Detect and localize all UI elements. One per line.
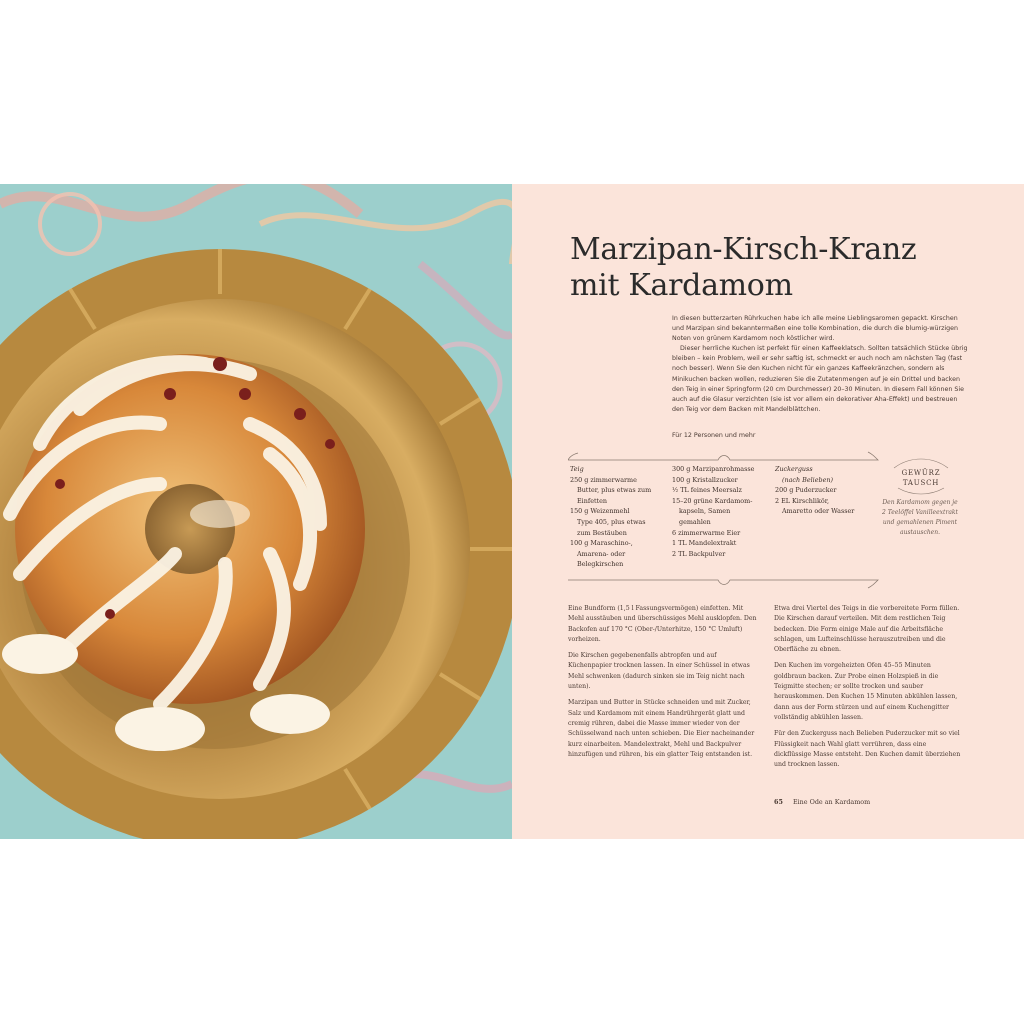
method-column-right (774, 604, 964, 776)
ingredient-line: 2 TL Backpulver (672, 549, 726, 558)
tip-badge (890, 458, 952, 496)
recipe-title (570, 232, 990, 304)
ingredient-line: ½ TL feines Meersalz (672, 486, 742, 495)
recipe-intro (672, 314, 970, 415)
intro-paragraph-2: Dieser herrliche Kuchen ist perfekt für einen Kaffeeklatsch. Sollten tatsächlich Stücke übrig bleiben – kein Problem, weil er sehr saftig ist, schmeckt er auch noch am nächsten Tag (fast noch besser). Wenn Sie den Kuchen nicht für ein ganzes Kaffeekränzchen, sondern als Minikuchen backen wollen, reduzieren Sie die Zutatenmengen auf je ein Drittel und backen den Teig in einer Springform (20 cm Durchmesser) 20–30 Minuten. In diesem Fall können Sie auch auf die Glasur verzichten (sie ist vor allem ein dekorativer Aha-Effekt) und bestreuen den Teig vor dem Backen mit Mandelblättchen. (672, 345, 968, 413)
ingredient-line: 6 zimmerwarme Eier (672, 528, 741, 537)
page-number: 65 (774, 798, 783, 806)
ingredient-line: 250 g zimmerwarme (570, 475, 637, 484)
ingredient-line: 300 g Marzipanrohmasse (672, 465, 755, 473)
ingredient-line: 1 TL Mandelextrakt (672, 539, 737, 548)
ingredient-heading-teig: Teig (570, 465, 584, 473)
ingredient-line: Einfetten (577, 496, 608, 505)
ingredient-line: 100 g Maraschino-, (570, 539, 633, 548)
tip-text: Den Kardamom gegen je 2 Teelöffel Vanilleextrakt und gemahlenen Piment austauschen. (882, 499, 958, 536)
method-step: Für den Zuckerguss nach Belieben Puderzucker mit so viel Flüssigkeit nach Wahl glatt verrühren, dass eine dickflüssige Masse entsteht. Den Kuchen damit überziehen und trocknen lassen. (774, 730, 961, 769)
ingredient-line: zum Bestäuben (577, 528, 627, 537)
method-step: Den Kuchen im vorgeheizten Ofen 45–55 Minuten goldbraun backen. Zur Probe einen Holzspieß in die Teigmitte stechen; er sollte trocken und sauber herauskommen. Den Kuchen 15 Minuten abkühlen lassen, dann aus der Form stürzen und auf einem Kuchengitter vollständig abkühlen lassen. (774, 662, 958, 721)
tip-badge-line-1: GEWÜRZ (901, 469, 941, 477)
ingredient-line: gemahlen (679, 517, 711, 526)
cake-illustration (0, 184, 512, 839)
ingredient-line: 100 g Kristallzucker (672, 475, 738, 484)
ingredients-column-3 (775, 464, 854, 517)
ingredient-line: kapseln, Samen (679, 507, 731, 516)
recipe-page (512, 184, 1024, 839)
method-column-left (568, 604, 758, 766)
intro-paragraph-1: In diesen butterzarten Rührkuchen habe ich alle meine Lieblingsaromen gepackt. Kirschen und Marzipan sind bekanntermaßen eine tolle Kombination, die durch die blumig-würzigen Noten von grünem Kardamom noch köstlicher wird. (672, 315, 959, 343)
ingredient-line: 15–20 grüne Kardamom- (672, 496, 753, 505)
cake-photo (0, 184, 512, 839)
servings-text: Für 12 Personen und mehr (672, 432, 756, 439)
ingredient-line: 2 EL Kirschlikör, (775, 496, 830, 505)
ingredient-line: Belegkirschen (577, 560, 624, 569)
ingredient-line: (nach Belieben) (782, 475, 833, 484)
ingredients-column-1 (570, 464, 651, 570)
page-footer (774, 798, 870, 806)
ingredient-line: 200 g Puderzucker (775, 486, 837, 495)
ingredient-line: Amaretto oder Wasser (782, 507, 855, 516)
book-spread (0, 184, 1024, 839)
ingredient-line: Butter, plus etwas zum (577, 486, 652, 495)
method-step: Die Kirschen gegebenenfalls abtropfen und auf Küchenpapier trocknen lassen. In einer Schüssel in etwas Mehl schwenken (dadurch sinken sie im Teig nicht nach unten). (568, 652, 750, 691)
method-step: Eine Bundform (1,5 l Fassungsvermögen) einfetten. Mit Mehl ausstäuben und überschüssiges Mehl ausklopfen. Den Backofen auf 170 °C (Ober-/Unterhitze, 150 °C Umluft) vorheizen. (568, 605, 757, 643)
title-line-2: mit Kardamom (570, 268, 793, 303)
ingredients-column-2 (672, 464, 754, 559)
ingredient-line: Amarena- oder (577, 549, 626, 558)
ingredient-line: 150 g Weizenmehl (570, 507, 630, 516)
method-step: Marzipan und Butter in Stücke schneiden und mit Zucker, Salz und Kardamom mit einem Handrührgerät glatt und cremig rühren, dabei die Masse immer wieder von der Schüsselwand nach unten schieben. Die Eier nacheinander kurz einarbeiten. Mandelextrakt, Mehl und Backpulver hinzufügen und rühren, bis ein glatter Teig entstanden ist. (568, 699, 755, 758)
title-line-1: Marzipan-Kirsch-Kranz (570, 232, 917, 267)
ingredient-heading-zuckerguss: Zuckerguss (775, 465, 813, 473)
tip-badge-line-2: TAUSCH (902, 479, 940, 487)
ingredient-line: Type 405, plus etwas (577, 517, 646, 526)
section-name: Eine Ode an Kardamom (792, 798, 871, 806)
method-step: Etwa drei Viertel des Teigs in die vorbereitete Form füllen. Die Kirschen darauf verteilen. Mit dem restlichen Teig bedecken. Die Form einige Male auf die Arbeitsfläche schlagen, um Lufteinschlüsse herauszutreiben und die Oberfläche zu ebnen. (774, 605, 960, 654)
